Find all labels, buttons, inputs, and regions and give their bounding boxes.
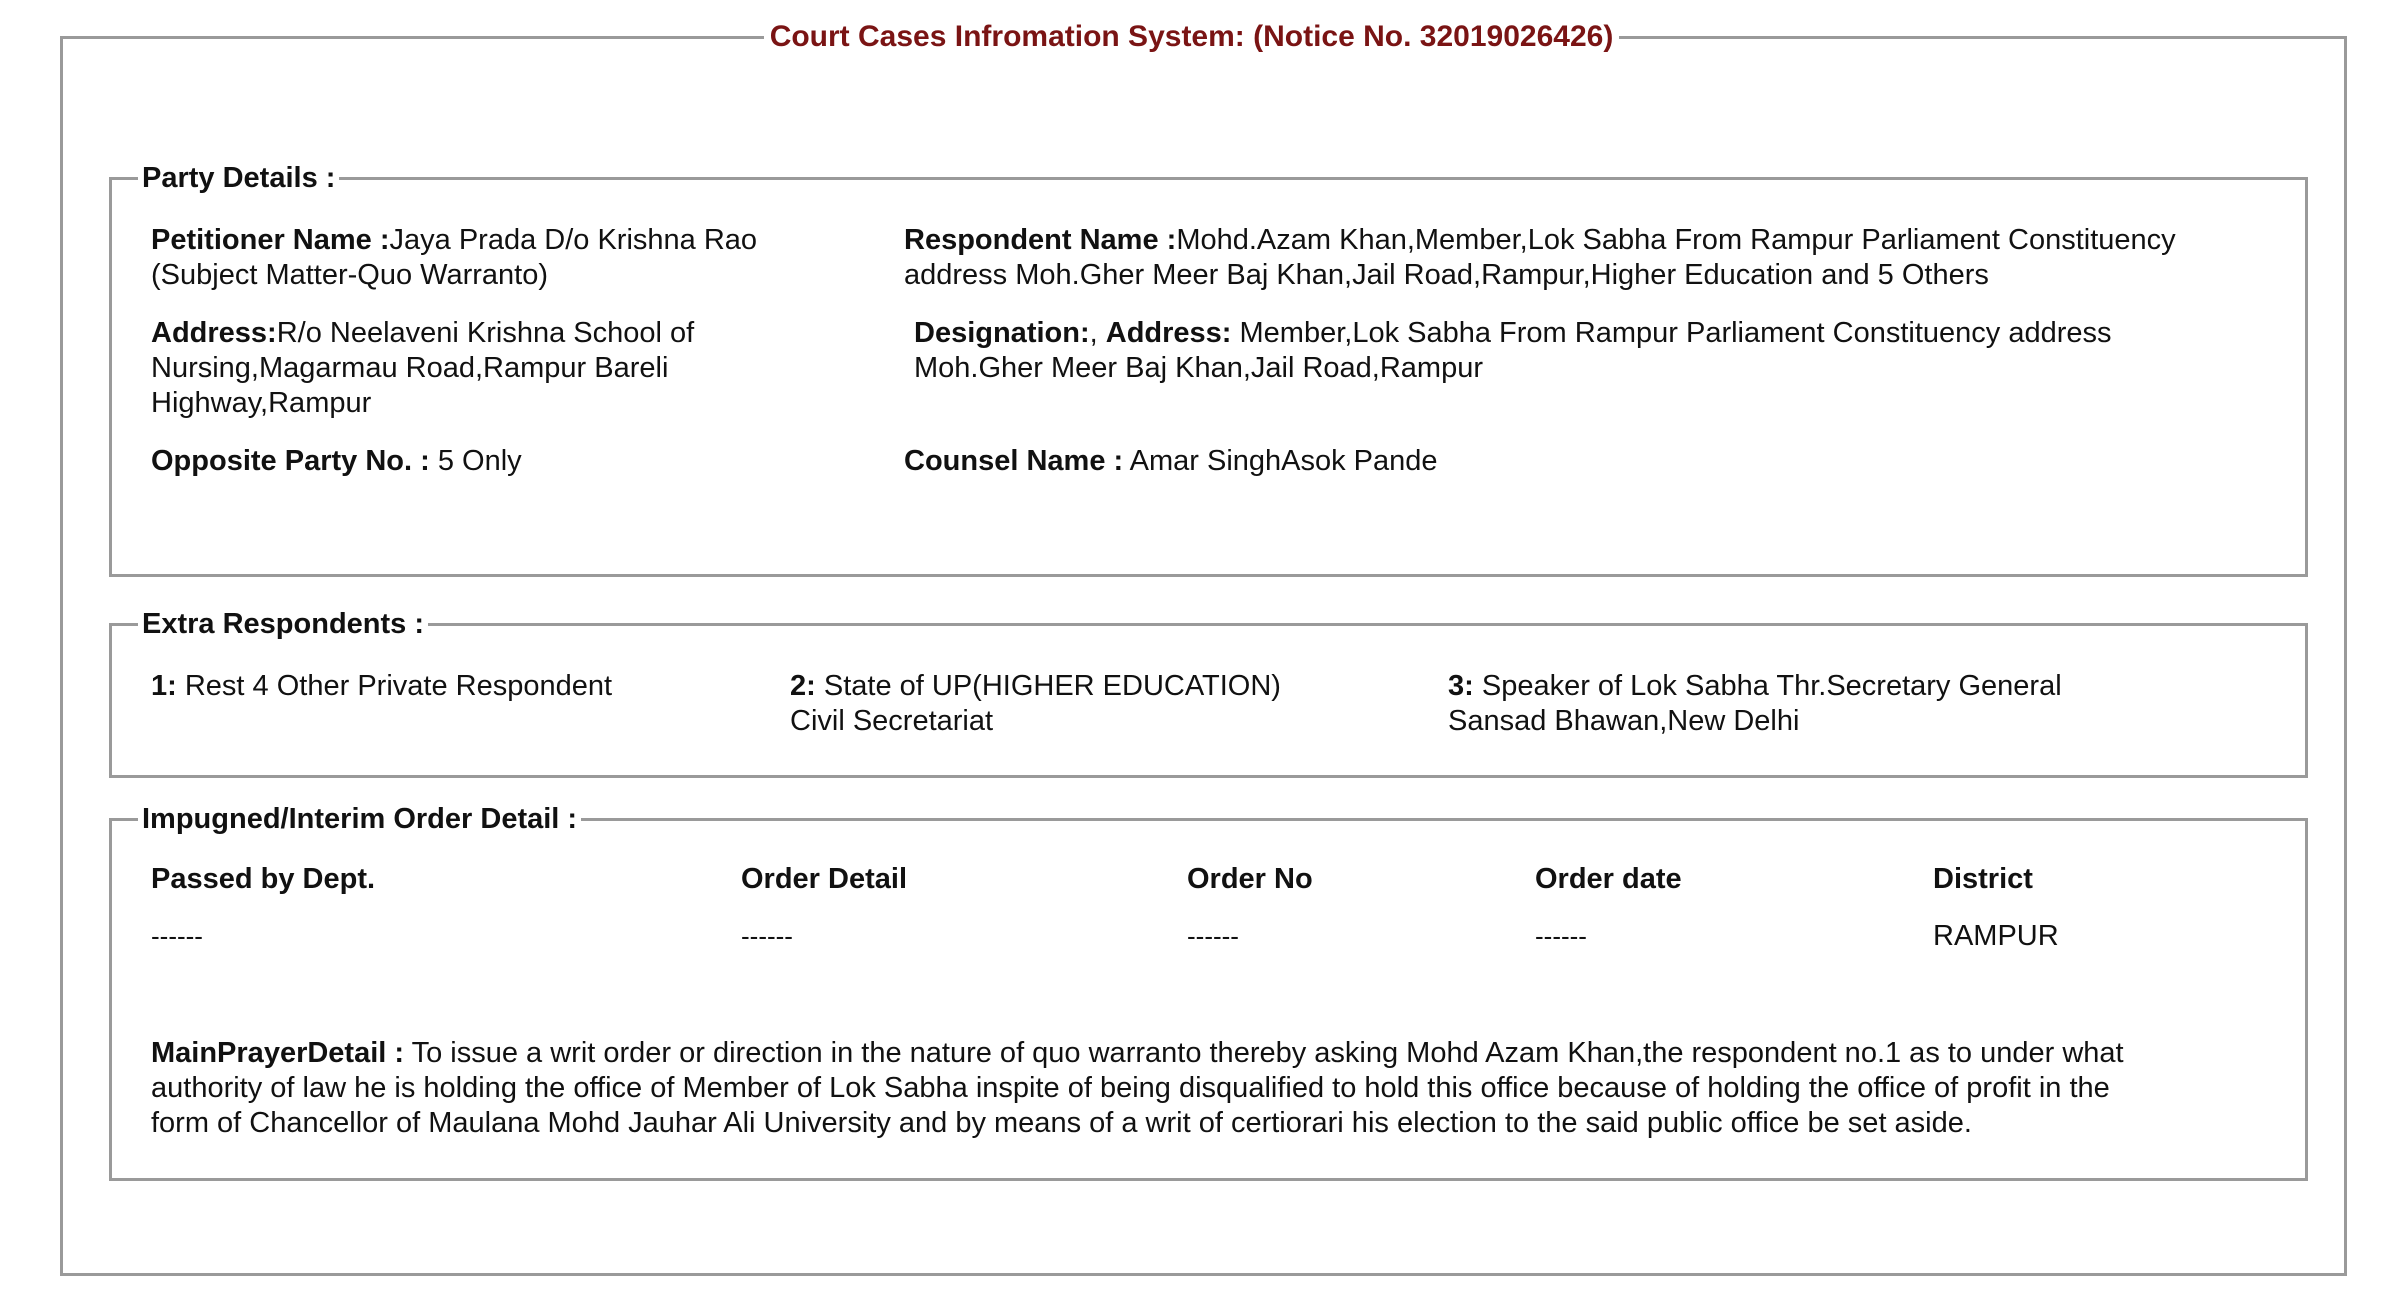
main-prayer-label: MainPrayerDetail : (151, 1037, 405, 1069)
petitioner-address-value-3: Highway,Rampur (151, 387, 372, 419)
main-prayer-text-3: form of Chancellor of Maulana Mohd Jauhar Ali University and by means of a writ of certiorari his election to the said public office be set aside. (151, 1107, 1972, 1139)
header-order-no: Order No (1187, 863, 1313, 895)
extra-respondent-3-text-2: Sansad Bhawan,New Delhi (1448, 705, 1800, 737)
extra-respondent-2-number: 2: (790, 670, 816, 702)
respondent-address: address Moh.Gher Meer Baj Khan,Jail Road,Rampur,Higher Education and 5 Others (904, 259, 1989, 291)
page-title: Court Cases Infromation System: (Notice No. 32019026426) (0, 17, 2383, 57)
party-details-legend: Party Details : (138, 158, 339, 198)
opposite-party (151, 444, 522, 479)
value-order-detail: ------ (741, 921, 793, 951)
extra-respondents-legend: Extra Respondents : (138, 604, 428, 644)
extra-respondent-3-text: Speaker of Lok Sabha Thr.Secretary General (1481, 670, 2062, 702)
respondent-name-value: Mohd.Azam Khan,Member,Lok Sabha From Rampur Parliament Constituency (1176, 224, 2176, 256)
header-order-date: Order date (1535, 863, 1682, 895)
main-prayer-detail (151, 1036, 2124, 1141)
extra-respondent-1-text: Rest 4 Other Private Respondent (184, 670, 613, 702)
order-detail-legend: Impugned/Interim Order Detail : (138, 799, 581, 839)
counsel-name (904, 444, 1438, 479)
main-prayer-text-2: authority of law he is holding the office of Member of Lok Sabha inspite of being disqualified to hold this office because of holding the office of profit in the (151, 1072, 2110, 1104)
counsel-name-label: Counsel Name : (904, 445, 1124, 477)
opposite-party-value: 5 Only (437, 445, 522, 477)
designation-value-2: Moh.Gher Meer Baj Khan,Jail Road,Rampur (914, 352, 1483, 384)
extra-respondent-1 (151, 669, 612, 704)
extra-respondent-2-text-2: Civil Secretariat (790, 705, 994, 737)
value-passed-by-dept: ------ (151, 921, 203, 951)
petitioner-name-value: Jaya Prada D/o Krishna Rao (389, 224, 758, 256)
extra-respondent-2 (790, 669, 1281, 739)
value-order-no: ------ (1187, 921, 1239, 951)
header-district: District (1933, 863, 2033, 895)
main-prayer-text-1: To issue a writ order or direction in the nature of quo warranto thereby asking Mohd Azam Khan,the respondent no.1 as to under what (411, 1037, 2124, 1069)
extra-respondent-2-text: State of UP(HIGHER EDUCATION) (823, 670, 1281, 702)
value-order-date: ------ (1535, 921, 1587, 951)
petitioner-name (151, 223, 757, 293)
petitioner-subject: (Subject Matter-Quo Warranto) (151, 259, 548, 291)
petitioner-address-label: Address: (151, 317, 277, 349)
respondent-name (904, 223, 2176, 293)
respondent-name-label: Respondent Name : (904, 224, 1177, 256)
petitioner-address (151, 316, 694, 421)
header-order-detail: Order Detail (741, 863, 907, 895)
designation-label: Designation: (914, 317, 1090, 349)
petitioner-address-value-2: Nursing,Magarmau Road,Rampur Bareli (151, 352, 669, 384)
petitioner-name-label: Petitioner Name : (151, 224, 390, 256)
petitioner-address-value-1: R/o Neelaveni Krishna School of (276, 317, 695, 349)
designation-address-label: Address: (1105, 317, 1232, 349)
header-passed-by-dept: Passed by Dept. (151, 863, 376, 895)
counsel-name-value: Amar SinghAsok Pande (1129, 445, 1438, 477)
value-district: RAMPUR (1933, 920, 2059, 952)
designation-value-1: Member,Lok Sabha From Rampur Parliament Constituency address (1239, 317, 2112, 349)
opposite-party-label: Opposite Party No. : (151, 445, 430, 477)
designation-address (914, 316, 2112, 386)
extra-respondent-1-number: 1: (151, 670, 177, 702)
extra-respondent-3-number: 3: (1448, 670, 1474, 702)
designation-separator: , (1089, 317, 1106, 349)
extra-respondent-3 (1448, 669, 2062, 739)
